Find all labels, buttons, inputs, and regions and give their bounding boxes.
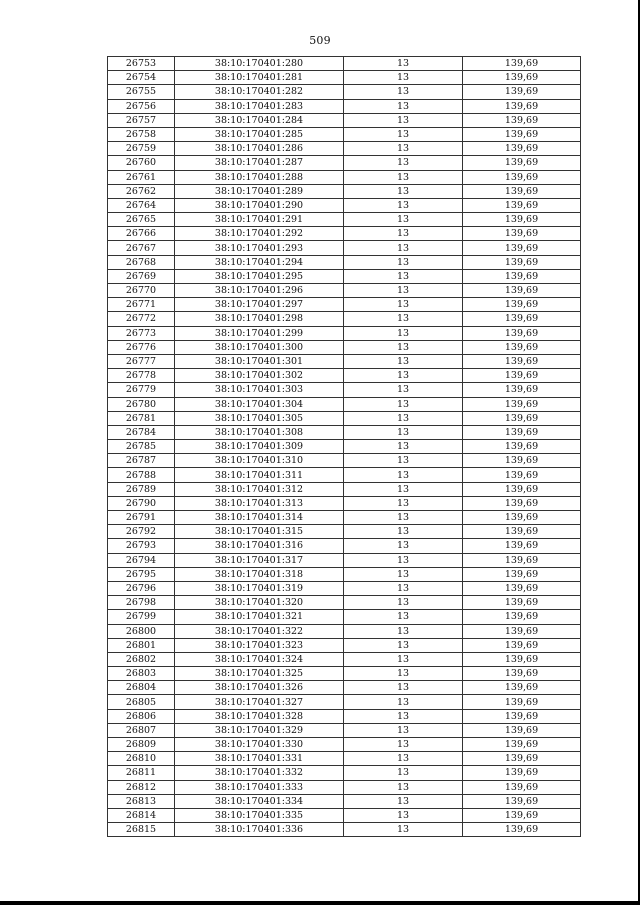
- area-cell: 139,69: [463, 752, 581, 766]
- row-number-cell: 26811: [108, 766, 175, 780]
- table-row: [108, 482, 581, 496]
- row-number-cell: 26800: [108, 624, 175, 638]
- table-row: [108, 766, 581, 780]
- row-number-cell: 26776: [108, 340, 175, 354]
- cadastral-number-cell: 38:10:170401:297: [175, 298, 344, 312]
- quantity-cell: 13: [344, 213, 463, 227]
- row-number-cell: 26771: [108, 298, 175, 312]
- row-number-cell: 26812: [108, 780, 175, 794]
- cadastral-number-cell: 38:10:170401:296: [175, 284, 344, 298]
- area-cell: 139,69: [463, 624, 581, 638]
- row-number-cell: 26813: [108, 794, 175, 808]
- cadastral-number-cell: 38:10:170401:323: [175, 638, 344, 652]
- quantity-cell: 13: [344, 638, 463, 652]
- quantity-cell: 13: [344, 766, 463, 780]
- area-cell: 139,69: [463, 454, 581, 468]
- table-row: [108, 695, 581, 709]
- cadastral-number-cell: 38:10:170401:284: [175, 113, 344, 127]
- row-number-cell: 26764: [108, 198, 175, 212]
- table-row: [108, 369, 581, 383]
- cadastral-number-cell: 38:10:170401:300: [175, 340, 344, 354]
- area-cell: 139,69: [463, 411, 581, 425]
- quantity-cell: 13: [344, 667, 463, 681]
- cadastral-number-cell: 38:10:170401:299: [175, 326, 344, 340]
- table-row: [108, 142, 581, 156]
- cadastral-number-cell: 38:10:170401:320: [175, 596, 344, 610]
- cadastral-number-cell: 38:10:170401:308: [175, 425, 344, 439]
- quantity-cell: 13: [344, 227, 463, 241]
- cadastral-number-cell: 38:10:170401:322: [175, 624, 344, 638]
- cadastral-number-cell: 38:10:170401:330: [175, 738, 344, 752]
- table-row: [108, 397, 581, 411]
- table-row: [108, 752, 581, 766]
- area-cell: 139,69: [463, 823, 581, 837]
- table-row: [108, 127, 581, 141]
- cadastral-number-cell: 38:10:170401:280: [175, 57, 344, 71]
- area-cell: 139,69: [463, 241, 581, 255]
- quantity-cell: 13: [344, 284, 463, 298]
- cadastral-number-cell: 38:10:170401:310: [175, 454, 344, 468]
- cadastral-number-cell: 38:10:170401:291: [175, 213, 344, 227]
- cadastral-number-cell: 38:10:170401:313: [175, 496, 344, 510]
- quantity-cell: 13: [344, 397, 463, 411]
- quantity-cell: 13: [344, 369, 463, 383]
- quantity-cell: 13: [344, 511, 463, 525]
- quantity-cell: 13: [344, 794, 463, 808]
- area-cell: 139,69: [463, 496, 581, 510]
- quantity-cell: 13: [344, 440, 463, 454]
- area-cell: 139,69: [463, 652, 581, 666]
- table-row: [108, 596, 581, 610]
- row-number-cell: 26770: [108, 284, 175, 298]
- row-number-cell: 26781: [108, 411, 175, 425]
- area-cell: 139,69: [463, 780, 581, 794]
- cadastral-number-cell: 38:10:170401:283: [175, 99, 344, 113]
- quantity-cell: 13: [344, 142, 463, 156]
- cadastral-number-cell: 38:10:170401:304: [175, 397, 344, 411]
- table-row: [108, 496, 581, 510]
- cadastral-number-cell: 38:10:170401:285: [175, 127, 344, 141]
- row-number-cell: 26806: [108, 709, 175, 723]
- quantity-cell: 13: [344, 624, 463, 638]
- row-number-cell: 26766: [108, 227, 175, 241]
- row-number-cell: 26807: [108, 723, 175, 737]
- quantity-cell: 13: [344, 184, 463, 198]
- row-number-cell: 26773: [108, 326, 175, 340]
- row-number-cell: 26799: [108, 610, 175, 624]
- quantity-cell: 13: [344, 255, 463, 269]
- table-row: [108, 440, 581, 454]
- row-number-cell: 26796: [108, 581, 175, 595]
- cadastral-number-cell: 38:10:170401:290: [175, 198, 344, 212]
- area-cell: 139,69: [463, 85, 581, 99]
- cadastral-number-cell: 38:10:170401:294: [175, 255, 344, 269]
- table-row: [108, 255, 581, 269]
- cadastral-number-cell: 38:10:170401:282: [175, 85, 344, 99]
- quantity-cell: 13: [344, 596, 463, 610]
- quantity-cell: 13: [344, 269, 463, 283]
- quantity-cell: 13: [344, 752, 463, 766]
- table-row: [108, 610, 581, 624]
- row-number-cell: 26805: [108, 695, 175, 709]
- table-row: [108, 184, 581, 198]
- cadastral-number-cell: 38:10:170401:281: [175, 71, 344, 85]
- cadastral-number-cell: 38:10:170401:288: [175, 170, 344, 184]
- area-cell: 139,69: [463, 581, 581, 595]
- quantity-cell: 13: [344, 610, 463, 624]
- table-row: [108, 709, 581, 723]
- quantity-cell: 13: [344, 652, 463, 666]
- area-cell: 139,69: [463, 397, 581, 411]
- area-cell: 139,69: [463, 383, 581, 397]
- table-row: [108, 553, 581, 567]
- cadastral-number-cell: 38:10:170401:295: [175, 269, 344, 283]
- cadastral-number-cell: 38:10:170401:335: [175, 808, 344, 822]
- area-cell: 139,69: [463, 482, 581, 496]
- cadastral-number-cell: 38:10:170401:305: [175, 411, 344, 425]
- page-number: 509: [309, 34, 331, 47]
- quantity-cell: 13: [344, 780, 463, 794]
- cadastral-number-cell: 38:10:170401:329: [175, 723, 344, 737]
- area-cell: 139,69: [463, 596, 581, 610]
- quantity-cell: 13: [344, 127, 463, 141]
- row-number-cell: 26755: [108, 85, 175, 99]
- area-cell: 139,69: [463, 156, 581, 170]
- table-row: [108, 738, 581, 752]
- cadastral-number-cell: 38:10:170401:334: [175, 794, 344, 808]
- scan-bottom-edge: [0, 901, 640, 905]
- row-number-cell: 26762: [108, 184, 175, 198]
- row-number-cell: 26793: [108, 539, 175, 553]
- quantity-cell: 13: [344, 823, 463, 837]
- table-body: [108, 57, 581, 837]
- area-cell: 139,69: [463, 326, 581, 340]
- row-number-cell: 26795: [108, 567, 175, 581]
- row-number-cell: 26767: [108, 241, 175, 255]
- quantity-cell: 13: [344, 298, 463, 312]
- cadastral-number-cell: 38:10:170401:328: [175, 709, 344, 723]
- row-number-cell: 26769: [108, 269, 175, 283]
- row-number-cell: 26789: [108, 482, 175, 496]
- quantity-cell: 13: [344, 738, 463, 752]
- row-number-cell: 26761: [108, 170, 175, 184]
- cadastral-number-cell: 38:10:170401:325: [175, 667, 344, 681]
- table-row: [108, 213, 581, 227]
- row-number-cell: 26791: [108, 511, 175, 525]
- table-row: [108, 227, 581, 241]
- area-cell: 139,69: [463, 808, 581, 822]
- row-number-cell: 26798: [108, 596, 175, 610]
- quantity-cell: 13: [344, 354, 463, 368]
- cadastral-number-cell: 38:10:170401:287: [175, 156, 344, 170]
- table-row: [108, 681, 581, 695]
- table-row: [108, 113, 581, 127]
- cadastral-number-cell: 38:10:170401:314: [175, 511, 344, 525]
- table-row: [108, 284, 581, 298]
- area-cell: 139,69: [463, 298, 581, 312]
- row-number-cell: 26765: [108, 213, 175, 227]
- table-row: [108, 269, 581, 283]
- area-cell: 139,69: [463, 184, 581, 198]
- area-cell: 139,69: [463, 440, 581, 454]
- row-number-cell: 26753: [108, 57, 175, 71]
- area-cell: 139,69: [463, 766, 581, 780]
- area-cell: 139,69: [463, 99, 581, 113]
- quantity-cell: 13: [344, 567, 463, 581]
- table-row: [108, 99, 581, 113]
- area-cell: 139,69: [463, 667, 581, 681]
- area-cell: 139,69: [463, 113, 581, 127]
- cadastral-number-cell: 38:10:170401:321: [175, 610, 344, 624]
- table-row: [108, 539, 581, 553]
- area-cell: 139,69: [463, 170, 581, 184]
- cadastral-number-cell: 38:10:170401:286: [175, 142, 344, 156]
- cadastral-table: [107, 56, 581, 837]
- area-cell: 139,69: [463, 227, 581, 241]
- quantity-cell: 13: [344, 808, 463, 822]
- row-number-cell: 26785: [108, 440, 175, 454]
- table-row: [108, 454, 581, 468]
- quantity-cell: 13: [344, 326, 463, 340]
- area-cell: 139,69: [463, 723, 581, 737]
- area-cell: 139,69: [463, 738, 581, 752]
- cadastral-number-cell: 38:10:170401:309: [175, 440, 344, 454]
- row-number-cell: 26792: [108, 525, 175, 539]
- quantity-cell: 13: [344, 525, 463, 539]
- cadastral-number-cell: 38:10:170401:316: [175, 539, 344, 553]
- table-row: [108, 354, 581, 368]
- cadastral-number-cell: 38:10:170401:302: [175, 369, 344, 383]
- quantity-cell: 13: [344, 709, 463, 723]
- table-row: [108, 652, 581, 666]
- row-number-cell: 26809: [108, 738, 175, 752]
- area-cell: 139,69: [463, 71, 581, 85]
- table-row: [108, 808, 581, 822]
- cadastral-number-cell: 38:10:170401:289: [175, 184, 344, 198]
- row-number-cell: 26787: [108, 454, 175, 468]
- table-row: [108, 340, 581, 354]
- quantity-cell: 13: [344, 482, 463, 496]
- quantity-cell: 13: [344, 198, 463, 212]
- quantity-cell: 13: [344, 723, 463, 737]
- table-row: [108, 326, 581, 340]
- table-row: [108, 170, 581, 184]
- table-row: [108, 57, 581, 71]
- cadastral-number-cell: 38:10:170401:318: [175, 567, 344, 581]
- row-number-cell: 26784: [108, 425, 175, 439]
- area-cell: 139,69: [463, 213, 581, 227]
- area-cell: 139,69: [463, 695, 581, 709]
- quantity-cell: 13: [344, 241, 463, 255]
- area-cell: 139,69: [463, 127, 581, 141]
- area-cell: 139,69: [463, 312, 581, 326]
- area-cell: 139,69: [463, 794, 581, 808]
- cadastral-number-cell: 38:10:170401:336: [175, 823, 344, 837]
- table-row: [108, 312, 581, 326]
- table-row: [108, 567, 581, 581]
- area-cell: 139,69: [463, 198, 581, 212]
- row-number-cell: 26756: [108, 99, 175, 113]
- table-row: [108, 667, 581, 681]
- area-cell: 139,69: [463, 610, 581, 624]
- table-row: [108, 198, 581, 212]
- area-cell: 139,69: [463, 468, 581, 482]
- row-number-cell: 26788: [108, 468, 175, 482]
- cadastral-number-cell: 38:10:170401:317: [175, 553, 344, 567]
- row-number-cell: 26777: [108, 354, 175, 368]
- quantity-cell: 13: [344, 411, 463, 425]
- quantity-cell: 13: [344, 454, 463, 468]
- area-cell: 139,69: [463, 638, 581, 652]
- cadastral-number-cell: 38:10:170401:332: [175, 766, 344, 780]
- area-cell: 139,69: [463, 142, 581, 156]
- row-number-cell: 26772: [108, 312, 175, 326]
- cadastral-number-cell: 38:10:170401:301: [175, 354, 344, 368]
- quantity-cell: 13: [344, 468, 463, 482]
- area-cell: 139,69: [463, 525, 581, 539]
- row-number-cell: 26768: [108, 255, 175, 269]
- table-row: [108, 156, 581, 170]
- row-number-cell: 26757: [108, 113, 175, 127]
- row-number-cell: 26802: [108, 652, 175, 666]
- area-cell: 139,69: [463, 681, 581, 695]
- table-row: [108, 511, 581, 525]
- table-row: [108, 794, 581, 808]
- area-cell: 139,69: [463, 567, 581, 581]
- row-number-cell: 26814: [108, 808, 175, 822]
- row-number-cell: 26790: [108, 496, 175, 510]
- area-cell: 139,69: [463, 539, 581, 553]
- table-row: [108, 638, 581, 652]
- table-row: [108, 723, 581, 737]
- row-number-cell: 26759: [108, 142, 175, 156]
- row-number-cell: 26780: [108, 397, 175, 411]
- cadastral-number-cell: 38:10:170401:327: [175, 695, 344, 709]
- area-cell: 139,69: [463, 425, 581, 439]
- area-cell: 139,69: [463, 57, 581, 71]
- quantity-cell: 13: [344, 695, 463, 709]
- cadastral-number-cell: 38:10:170401:331: [175, 752, 344, 766]
- area-cell: 139,69: [463, 255, 581, 269]
- quantity-cell: 13: [344, 71, 463, 85]
- cadastral-number-cell: 38:10:170401:293: [175, 241, 344, 255]
- table-row: [108, 298, 581, 312]
- quantity-cell: 13: [344, 99, 463, 113]
- quantity-cell: 13: [344, 340, 463, 354]
- row-number-cell: 26760: [108, 156, 175, 170]
- table-row: [108, 581, 581, 595]
- quantity-cell: 13: [344, 312, 463, 326]
- table-row: [108, 468, 581, 482]
- table-row: [108, 85, 581, 99]
- quantity-cell: 13: [344, 57, 463, 71]
- cadastral-number-cell: 38:10:170401:292: [175, 227, 344, 241]
- row-number-cell: 26804: [108, 681, 175, 695]
- area-cell: 139,69: [463, 354, 581, 368]
- quantity-cell: 13: [344, 496, 463, 510]
- table-row: [108, 71, 581, 85]
- table-row: [108, 780, 581, 794]
- cadastral-number-cell: 38:10:170401:333: [175, 780, 344, 794]
- cadastral-number-cell: 38:10:170401:326: [175, 681, 344, 695]
- quantity-cell: 13: [344, 425, 463, 439]
- area-cell: 139,69: [463, 709, 581, 723]
- cadastral-number-cell: 38:10:170401:311: [175, 468, 344, 482]
- row-number-cell: 26779: [108, 383, 175, 397]
- cadastral-number-cell: 38:10:170401:303: [175, 383, 344, 397]
- quantity-cell: 13: [344, 156, 463, 170]
- row-number-cell: 26794: [108, 553, 175, 567]
- table-row: [108, 624, 581, 638]
- area-cell: 139,69: [463, 511, 581, 525]
- quantity-cell: 13: [344, 681, 463, 695]
- table-row: [108, 383, 581, 397]
- area-cell: 139,69: [463, 269, 581, 283]
- cadastral-number-cell: 38:10:170401:315: [175, 525, 344, 539]
- row-number-cell: 26754: [108, 71, 175, 85]
- cadastral-number-cell: 38:10:170401:324: [175, 652, 344, 666]
- quantity-cell: 13: [344, 170, 463, 184]
- cadastral-number-cell: 38:10:170401:298: [175, 312, 344, 326]
- quantity-cell: 13: [344, 113, 463, 127]
- table-row: [108, 425, 581, 439]
- cadastral-number-cell: 38:10:170401:312: [175, 482, 344, 496]
- table-row: [108, 525, 581, 539]
- row-number-cell: 26810: [108, 752, 175, 766]
- quantity-cell: 13: [344, 581, 463, 595]
- row-number-cell: 26778: [108, 369, 175, 383]
- quantity-cell: 13: [344, 553, 463, 567]
- quantity-cell: 13: [344, 539, 463, 553]
- row-number-cell: 26801: [108, 638, 175, 652]
- row-number-cell: 26758: [108, 127, 175, 141]
- quantity-cell: 13: [344, 85, 463, 99]
- row-number-cell: 26815: [108, 823, 175, 837]
- row-number-cell: 26803: [108, 667, 175, 681]
- area-cell: 139,69: [463, 340, 581, 354]
- area-cell: 139,69: [463, 284, 581, 298]
- table-row: [108, 241, 581, 255]
- cadastral-number-cell: 38:10:170401:319: [175, 581, 344, 595]
- area-cell: 139,69: [463, 369, 581, 383]
- table-row: [108, 411, 581, 425]
- quantity-cell: 13: [344, 383, 463, 397]
- area-cell: 139,69: [463, 553, 581, 567]
- table-row: [108, 823, 581, 837]
